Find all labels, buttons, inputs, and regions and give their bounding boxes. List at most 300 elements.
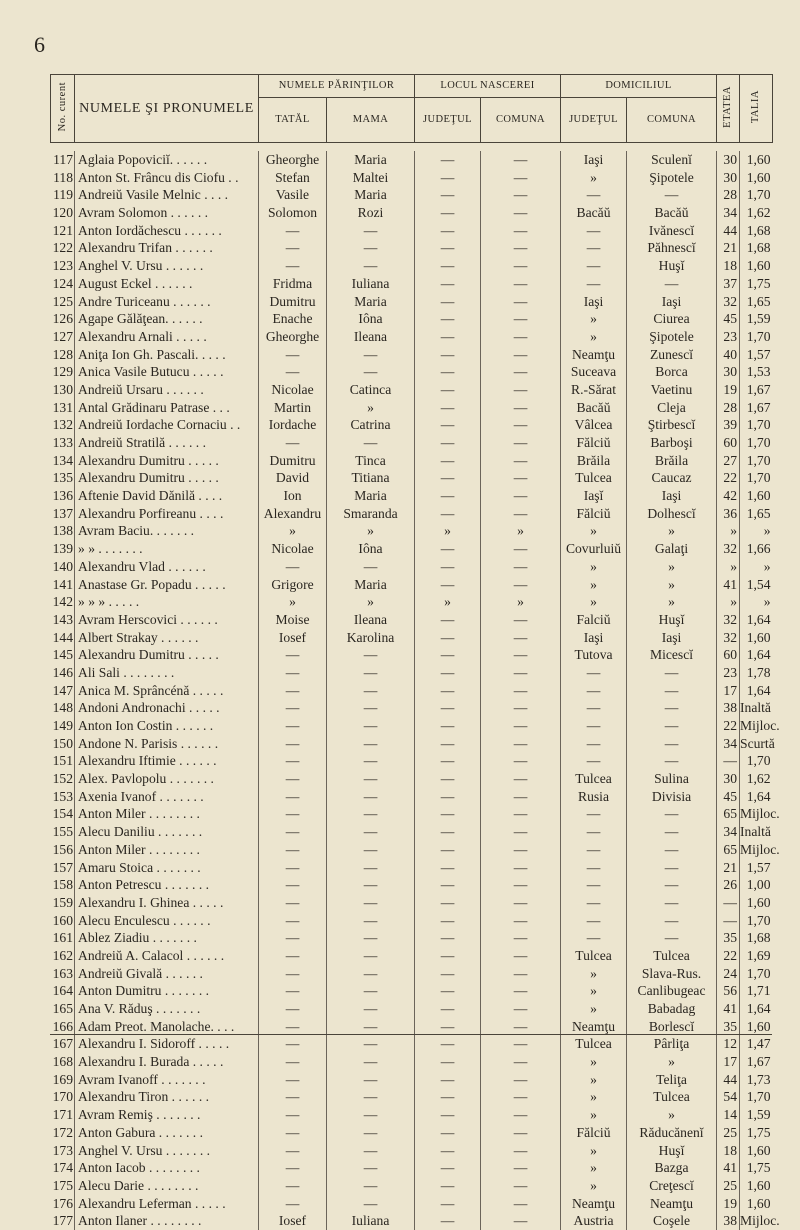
father-name-cell: —: [259, 646, 327, 664]
table-row: [51, 823, 773, 841]
birth-commune-cell: —: [481, 717, 561, 735]
row-number-cell: 121: [51, 222, 75, 240]
birth-commune-cell: —: [481, 1212, 561, 1230]
father-name-cell: —: [259, 770, 327, 788]
table-row: [51, 1071, 773, 1089]
age-cell: »: [717, 593, 740, 611]
birth-county-cell: —: [415, 257, 481, 275]
birth-county-cell: —: [415, 239, 481, 257]
table-row: [51, 1018, 773, 1036]
domicile-commune-cell: Huşĭ: [627, 611, 717, 629]
table-row: [51, 611, 773, 629]
mother-name-cell: —: [327, 222, 415, 240]
person-name-cell: Axenia Ivanof . . . . . . .: [75, 788, 259, 806]
father-name-cell: —: [259, 965, 327, 983]
row-number-cell: 130: [51, 381, 75, 399]
mother-name-cell: —: [327, 664, 415, 682]
age-cell: 25: [717, 1177, 740, 1195]
domicile-county-cell: —: [561, 841, 627, 859]
birth-commune-cell: —: [481, 363, 561, 381]
birth-commune-cell: —: [481, 222, 561, 240]
person-name-cell: Alexandru Dumitru . . . . .: [75, 646, 259, 664]
domicile-county-cell: Tulcea: [561, 469, 627, 487]
birth-commune-cell: —: [481, 699, 561, 717]
person-name-cell: Avram Herscovici . . . . . .: [75, 611, 259, 629]
birth-commune-cell: —: [481, 151, 561, 169]
header-mother: MAMA: [327, 98, 415, 143]
height-cell: 1,54: [746, 576, 771, 592]
father-name-cell: —: [259, 1088, 327, 1106]
age-cell: 28: [717, 399, 740, 417]
domicile-county-cell: »: [561, 1177, 627, 1195]
birth-commune-cell: —: [481, 1088, 561, 1106]
birth-county-cell: —: [415, 717, 481, 735]
domicile-commune-cell: —: [627, 894, 717, 912]
age-cell: 14: [717, 1106, 740, 1124]
row-number-cell: 145: [51, 646, 75, 664]
age-cell: 41: [717, 576, 740, 594]
birth-county-cell: —: [415, 1124, 481, 1142]
domicile-commune-cell: Caucaz: [627, 469, 717, 487]
birth-county-cell: —: [415, 310, 481, 328]
birth-commune-cell: —: [481, 204, 561, 222]
height-cell: »: [763, 594, 771, 610]
father-name-cell: Dumitru: [259, 293, 327, 311]
domicile-commune-cell: Iaşi: [627, 487, 717, 505]
age-cell: 42: [717, 487, 740, 505]
mother-name-cell: —: [327, 363, 415, 381]
person-name-cell: Andoni Andronachi . . . . .: [75, 699, 259, 717]
birth-county-cell: —: [415, 505, 481, 523]
height-cell: 1,70: [746, 1089, 771, 1105]
header-height: TALIA: [740, 75, 773, 143]
height-cell: 1,62: [746, 205, 771, 221]
father-name-cell: Iosef: [259, 629, 327, 647]
person-name-cell: Anton Iacob . . . . . . . .: [75, 1159, 259, 1177]
person-name-cell: Ana V. Răduş . . . . . . .: [75, 1000, 259, 1018]
domicile-county-cell: —: [561, 876, 627, 894]
table-row: [51, 151, 773, 169]
birth-commune-cell: —: [481, 381, 561, 399]
birth-commune-cell: —: [481, 682, 561, 700]
age-cell: 22: [717, 469, 740, 487]
birth-county-cell: —: [415, 965, 481, 983]
table-row: [51, 310, 773, 328]
row-number-cell: 174: [51, 1159, 75, 1177]
birth-county-cell: —: [415, 540, 481, 558]
mother-name-cell: Tinca: [327, 452, 415, 470]
domicile-commune-cell: Neamţu: [627, 1195, 717, 1213]
birth-commune-cell: »: [481, 593, 561, 611]
age-cell: 19: [717, 381, 740, 399]
birth-county-cell: —: [415, 416, 481, 434]
height-cell: 1,67: [746, 1054, 771, 1070]
age-cell: 44: [717, 1071, 740, 1089]
height-cell: 1,60: [746, 258, 771, 274]
height-cell: 1,68: [746, 240, 771, 256]
birth-county-cell: —: [415, 699, 481, 717]
header-domicile: DOMICILIUL: [561, 75, 717, 98]
person-name-cell: Anton Iordăchescu . . . . . .: [75, 222, 259, 240]
father-name-cell: —: [259, 1124, 327, 1142]
birth-county-cell: —: [415, 735, 481, 753]
father-name-cell: —: [259, 929, 327, 947]
domicile-county-cell: Iaşi: [561, 293, 627, 311]
mother-name-cell: Ileana: [327, 611, 415, 629]
age-cell: 45: [717, 788, 740, 806]
table-row: [51, 169, 773, 187]
birth-county-cell: —: [415, 682, 481, 700]
age-cell: 23: [717, 664, 740, 682]
row-number-cell: 165: [51, 1000, 75, 1018]
height-cell: Mijloc.: [740, 806, 780, 822]
person-name-cell: Alexandru I. Burada . . . . .: [75, 1053, 259, 1071]
age-cell: 30: [717, 363, 740, 381]
table-row: [51, 1124, 773, 1142]
birth-commune-cell: —: [481, 1159, 561, 1177]
age-cell: 54: [717, 1088, 740, 1106]
age-cell: 38: [717, 1212, 740, 1230]
domicile-county-cell: —: [561, 275, 627, 293]
row-number-cell: 138: [51, 522, 75, 540]
age-cell: 26: [717, 876, 740, 894]
age-cell: 17: [717, 682, 740, 700]
birth-county-cell: —: [415, 841, 481, 859]
mother-name-cell: —: [327, 1053, 415, 1071]
table-row: [51, 841, 773, 859]
birth-commune-cell: —: [481, 1142, 561, 1160]
height-cell: 1,70: [746, 470, 771, 486]
mother-name-cell: Iôna: [327, 310, 415, 328]
age-cell: —: [717, 752, 740, 770]
age-cell: 60: [717, 646, 740, 664]
mother-name-cell: —: [327, 735, 415, 753]
mother-name-cell: —: [327, 1088, 415, 1106]
mother-name-cell: Iuliana: [327, 1212, 415, 1230]
father-name-cell: —: [259, 982, 327, 1000]
mother-name-cell: —: [327, 1142, 415, 1160]
domicile-commune-cell: Micescĭ: [627, 646, 717, 664]
domicile-county-cell: »: [561, 1106, 627, 1124]
mother-name-cell: —: [327, 823, 415, 841]
birth-county-cell: —: [415, 912, 481, 930]
domicile-commune-cell: Galaţi: [627, 540, 717, 558]
table-row: [51, 1159, 773, 1177]
birth-commune-cell: —: [481, 487, 561, 505]
row-number-cell: 155: [51, 823, 75, 841]
height-cell: 1,60: [746, 488, 771, 504]
person-name-cell: Alexandru Vlad . . . . . .: [75, 558, 259, 576]
person-name-cell: Andre Turiceanu . . . . . .: [75, 293, 259, 311]
bottom-rule: [50, 1034, 772, 1035]
domicile-commune-cell: Bacăŭ: [627, 204, 717, 222]
row-number-cell: 122: [51, 239, 75, 257]
domicile-county-cell: Tulcea: [561, 770, 627, 788]
table-row: [51, 576, 773, 594]
birth-commune-cell: —: [481, 770, 561, 788]
birth-commune-cell: —: [481, 1018, 561, 1036]
mother-name-cell: —: [327, 1124, 415, 1142]
domicile-county-cell: —: [561, 929, 627, 947]
age-cell: 32: [717, 540, 740, 558]
father-name-cell: —: [259, 1106, 327, 1124]
domicile-commune-cell: —: [627, 752, 717, 770]
height-cell: 1,64: [746, 788, 771, 804]
father-name-cell: Dumitru: [259, 452, 327, 470]
table-row: [51, 469, 773, 487]
father-name-cell: —: [259, 752, 327, 770]
domicile-commune-cell: Babadag: [627, 1000, 717, 1018]
domicile-commune-cell: Dolhescĭ: [627, 505, 717, 523]
father-name-cell: —: [259, 735, 327, 753]
domicile-county-cell: »: [561, 1142, 627, 1160]
domicile-commune-cell: Pârliţa: [627, 1035, 717, 1053]
row-number-cell: 119: [51, 186, 75, 204]
father-name-cell: —: [259, 558, 327, 576]
person-name-cell: Andreiŭ Vasile Melnic . . . .: [75, 186, 259, 204]
father-name-cell: —: [259, 841, 327, 859]
person-name-cell: Alexandru Leferman . . . . .: [75, 1195, 259, 1213]
birth-commune-cell: —: [481, 1177, 561, 1195]
birth-commune-cell: —: [481, 1000, 561, 1018]
person-name-cell: August Eckel . . . . . .: [75, 275, 259, 293]
header-birthplace: LOCUL NASCEREI: [415, 75, 561, 98]
birth-county-cell: —: [415, 204, 481, 222]
birth-commune-cell: —: [481, 1053, 561, 1071]
domicile-county-cell: Vâlcea: [561, 416, 627, 434]
birth-commune-cell: —: [481, 823, 561, 841]
father-name-cell: —: [259, 363, 327, 381]
domicile-commune-cell: Canlibugeac: [627, 982, 717, 1000]
mother-name-cell: Maria: [327, 151, 415, 169]
person-name-cell: Andreiŭ Stratilă . . . . . .: [75, 434, 259, 452]
father-name-cell: Solomon: [259, 204, 327, 222]
table-row: [51, 558, 773, 576]
height-cell: 1,70: [746, 965, 771, 981]
birth-commune-cell: —: [481, 399, 561, 417]
mother-name-cell: —: [327, 558, 415, 576]
birth-county-cell: »: [415, 522, 481, 540]
domicile-county-cell: »: [561, 169, 627, 187]
row-number-cell: 126: [51, 310, 75, 328]
height-cell: 1,64: [746, 647, 771, 663]
person-name-cell: Alexandru I. Ghinea . . . . .: [75, 894, 259, 912]
domicile-county-cell: —: [561, 912, 627, 930]
table-row: [51, 275, 773, 293]
height-cell: 1,47: [746, 1036, 771, 1052]
age-cell: 28: [717, 186, 740, 204]
age-cell: 37: [717, 275, 740, 293]
father-name-cell: —: [259, 664, 327, 682]
domicile-commune-cell: Slava-Rus.: [627, 965, 717, 983]
age-cell: 56: [717, 982, 740, 1000]
birth-commune-cell: —: [481, 346, 561, 364]
domicile-commune-cell: »: [627, 1106, 717, 1124]
mother-name-cell: »: [327, 593, 415, 611]
birth-commune-cell: —: [481, 629, 561, 647]
age-cell: 32: [717, 293, 740, 311]
row-number-cell: 131: [51, 399, 75, 417]
table-row: [51, 770, 773, 788]
mother-name-cell: Catrina: [327, 416, 415, 434]
birth-commune-cell: —: [481, 1035, 561, 1053]
domicile-commune-cell: Şipotele: [627, 328, 717, 346]
height-cell: 1,00: [746, 877, 771, 893]
person-name-cell: Anica M. Sprâncénă . . . . .: [75, 682, 259, 700]
person-name-cell: Antal Grădinaru Patrase . . .: [75, 399, 259, 417]
person-name-cell: Anton St. Frâncu dis Ciofu . .: [75, 169, 259, 187]
height-cell: 1,70: [746, 435, 771, 450]
birth-commune-cell: »: [481, 522, 561, 540]
person-name-cell: Anton Miler . . . . . . . .: [75, 805, 259, 823]
age-cell: 60: [717, 434, 740, 452]
row-number-cell: 151: [51, 752, 75, 770]
father-name-cell: —: [259, 717, 327, 735]
table-row: [51, 859, 773, 877]
domicile-county-cell: »: [561, 982, 627, 1000]
birth-county-cell: —: [415, 1177, 481, 1195]
mother-name-cell: —: [327, 841, 415, 859]
row-number-cell: 161: [51, 929, 75, 947]
birth-county-cell: —: [415, 452, 481, 470]
table-row: [51, 346, 773, 364]
row-number-cell: 153: [51, 788, 75, 806]
father-name-cell: Fridma: [259, 275, 327, 293]
height-cell: 1,70: [746, 452, 771, 468]
domicile-county-cell: —: [561, 859, 627, 877]
birth-county-cell: —: [415, 1018, 481, 1036]
mother-name-cell: —: [327, 805, 415, 823]
height-cell: 1,75: [746, 1160, 771, 1176]
height-cell: 1,60: [746, 894, 771, 910]
age-cell: 34: [717, 735, 740, 753]
father-name-cell: Vasile: [259, 186, 327, 204]
domicile-commune-cell: Răducănenĭ: [627, 1124, 717, 1142]
age-cell: 19: [717, 1195, 740, 1213]
register-table: [50, 74, 780, 1230]
height-cell: 1,59: [746, 311, 771, 327]
domicile-county-cell: Fălciŭ: [561, 505, 627, 523]
birth-county-cell: —: [415, 275, 481, 293]
mother-name-cell: Rozi: [327, 204, 415, 222]
domicile-commune-cell: —: [627, 929, 717, 947]
header-parents: NUMELE PĂRINŢILOR: [259, 75, 415, 98]
birth-commune-cell: —: [481, 664, 561, 682]
domicile-commune-cell: Coşele: [627, 1212, 717, 1230]
table-row: [51, 540, 773, 558]
domicile-county-cell: »: [561, 593, 627, 611]
father-name-cell: —: [259, 346, 327, 364]
birth-county-cell: —: [415, 752, 481, 770]
birth-county-cell: —: [415, 1088, 481, 1106]
table-row: [51, 328, 773, 346]
age-cell: 30: [717, 770, 740, 788]
birth-county-cell: —: [415, 894, 481, 912]
father-name-cell: »: [259, 522, 327, 540]
mother-name-cell: —: [327, 894, 415, 912]
table-row: [51, 1035, 773, 1053]
person-name-cell: Andreiŭ Iordache Cornaciu . .: [75, 416, 259, 434]
domicile-county-cell: »: [561, 965, 627, 983]
person-name-cell: Adam Preot. Manolache. . . .: [75, 1018, 259, 1036]
birth-county-cell: —: [415, 399, 481, 417]
age-cell: 65: [717, 805, 740, 823]
row-number-cell: 118: [51, 169, 75, 187]
birth-commune-cell: —: [481, 947, 561, 965]
domicile-commune-cell: Tulcea: [627, 1088, 717, 1106]
birth-commune-cell: —: [481, 328, 561, 346]
person-name-cell: Alexandru I. Sidoroff . . . . .: [75, 1035, 259, 1053]
birth-county-cell: —: [415, 363, 481, 381]
age-cell: 39: [717, 416, 740, 434]
row-number-cell: 169: [51, 1071, 75, 1089]
height-cell: Mijloc.: [740, 718, 780, 733]
domicile-commune-cell: Păhnescĭ: [627, 239, 717, 257]
age-cell: 32: [717, 611, 740, 629]
domicile-county-cell: Neamţu: [561, 1195, 627, 1213]
table-row: [51, 752, 773, 770]
birth-county-cell: —: [415, 381, 481, 399]
domicile-commune-cell: Borca: [627, 363, 717, 381]
birth-county-cell: —: [415, 487, 481, 505]
table-row: [51, 1000, 773, 1018]
row-number-cell: 136: [51, 487, 75, 505]
height-cell: 1,65: [746, 293, 771, 309]
father-name-cell: —: [259, 1195, 327, 1213]
table-row: [51, 1195, 773, 1213]
domicile-commune-cell: Zunescĭ: [627, 346, 717, 364]
height-cell: 1,66: [746, 541, 771, 557]
domicile-county-cell: Tutova: [561, 646, 627, 664]
birth-commune-cell: —: [481, 982, 561, 1000]
row-number-cell: 144: [51, 629, 75, 647]
header-domicile-county: JUDEŢUL: [561, 98, 627, 143]
domicile-commune-cell: Ştirbescĭ: [627, 416, 717, 434]
domicile-county-cell: Brăila: [561, 452, 627, 470]
table-row: [51, 1053, 773, 1071]
domicile-county-cell: Austria: [561, 1212, 627, 1230]
domicile-county-cell: »: [561, 1000, 627, 1018]
person-name-cell: Alex. Pavlopolu . . . . . . .: [75, 770, 259, 788]
mother-name-cell: Karolina: [327, 629, 415, 647]
row-number-cell: 176: [51, 1195, 75, 1213]
domicile-county-cell: —: [561, 222, 627, 240]
birth-commune-cell: —: [481, 169, 561, 187]
age-cell: 32: [717, 629, 740, 647]
age-cell: 35: [717, 1018, 740, 1036]
domicile-county-cell: —: [561, 717, 627, 735]
header-names: NUMELE ŞI PRONUMELE: [75, 75, 259, 143]
father-name-cell: —: [259, 699, 327, 717]
row-number-cell: 158: [51, 876, 75, 894]
age-cell: 45: [717, 310, 740, 328]
age-cell: —: [717, 894, 740, 912]
table-row: [51, 929, 773, 947]
domicile-county-cell: —: [561, 239, 627, 257]
domicile-commune-cell: »: [627, 576, 717, 594]
height-cell: 1,68: [746, 930, 771, 946]
birth-county-cell: —: [415, 876, 481, 894]
row-number-cell: 143: [51, 611, 75, 629]
mother-name-cell: Catinca: [327, 381, 415, 399]
birth-commune-cell: —: [481, 611, 561, 629]
row-number-cell: 142: [51, 593, 75, 611]
table-row: [51, 593, 773, 611]
birth-county-cell: —: [415, 982, 481, 1000]
mother-name-cell: —: [327, 699, 415, 717]
domicile-commune-cell: »: [627, 522, 717, 540]
birth-county-cell: —: [415, 788, 481, 806]
